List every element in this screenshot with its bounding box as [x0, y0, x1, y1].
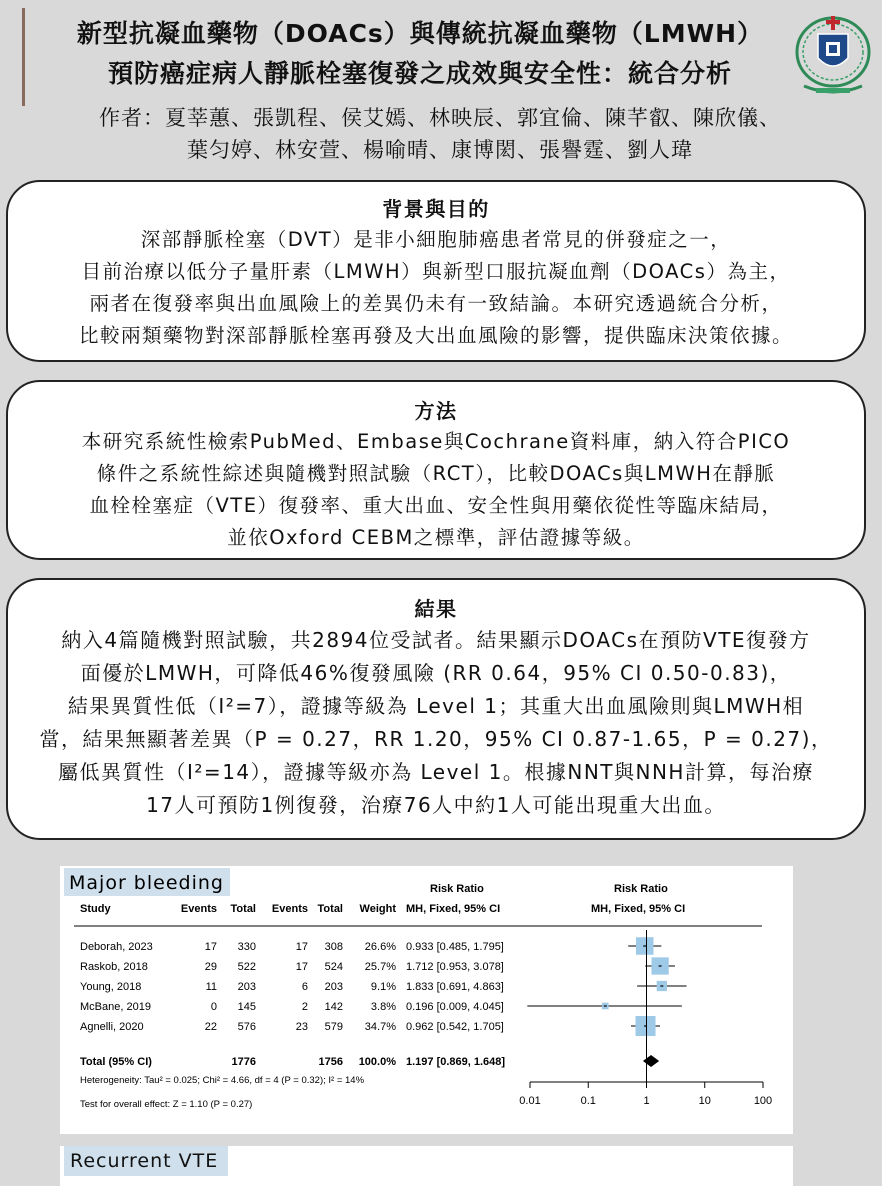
methods-line: 並依Oxford CEBM之標準，評估證據等級。 — [227, 526, 645, 549]
study-name: Young, 2018 — [80, 981, 142, 993]
study-total-2: 524 — [324, 961, 343, 973]
study-events-1: 11 — [205, 981, 217, 993]
total-label: Total (95% CI) — [80, 1056, 152, 1068]
study-name: McBane, 2019 — [80, 1001, 151, 1013]
study-row — [80, 1001, 504, 1013]
total-total-2: 1756 — [318, 1056, 343, 1068]
x-tick-label: 0.01 — [519, 1095, 541, 1107]
total-rr-ci: 1.197 [0.869, 1.648] — [406, 1056, 506, 1068]
study-weight: 26.6% — [364, 941, 396, 953]
study-events-2: 17 — [295, 941, 308, 953]
results-line: 結果異質性低（I²=7），證據等級為 Level 1；其重大出血風險則與LMWH相 — [67, 694, 805, 718]
study-total-1: 145 — [237, 1001, 256, 1013]
title-line-2: 預防癌症病人靜脈栓塞復發之成效與安全性：統合分析 — [107, 59, 732, 88]
forest-plot-major-bleeding — [60, 866, 793, 1134]
study-name: Deborah, 2023 — [80, 941, 153, 953]
heterogeneity-text: Heterogeneity: Tau² = 0.025; Chi² = 4.66, df = 4 (P = 0.32); I² = 14% — [80, 1075, 365, 1086]
figure-label: Major bleeding — [69, 872, 224, 894]
header-events-2: Events — [271, 903, 308, 915]
study-total-1: 330 — [237, 941, 256, 953]
background-line: 目前治療以低分子量肝素（LMWH）與新型口服抗凝血劑（DOACs）為主， — [81, 260, 791, 283]
background-line: 兩者在復發率與出血風險上的差異仍未有一致結論。本研究透過統合分析， — [89, 292, 783, 315]
title-accent-bar — [22, 8, 25, 106]
forest-plot-svg — [60, 866, 793, 1134]
study-rr-ci: 1.833 [0.691, 4.863] — [406, 981, 504, 993]
header-events-1: Events — [180, 903, 217, 915]
study-rr-ci: 0.196 [0.009, 4.045] — [406, 1001, 504, 1013]
study-total-2: 203 — [324, 981, 343, 993]
study-total-2: 308 — [324, 941, 343, 953]
study-row — [80, 1021, 504, 1033]
results-line: 納入4篇隨機對照試驗，共2894位受試者。結果顯示DOACs在預防VTE復發方 — [61, 628, 811, 652]
authors-line-1: 作者：夏莘蕙、張凱程、侯艾嫣、林映辰、郭宜倫、陳芊叡、陳欣儀、 — [99, 106, 781, 130]
total-row — [80, 1056, 505, 1068]
study-total-1: 203 — [237, 981, 256, 993]
results-line: 面優於LMWH，可降低46%復發風險 (RR 0.64，95% CI 0.50-0.83)， — [80, 661, 792, 685]
methods-heading: 方法 — [414, 399, 458, 423]
background-line: 深部靜脈栓塞（DVT）是非小細胞肺癌患者常見的併發症之一， — [140, 228, 732, 251]
study-weight: 34.7% — [364, 1021, 396, 1033]
study-events-2: 17 — [295, 961, 308, 973]
study-rr-ci: 0.962 [0.542, 1.705] — [406, 1021, 504, 1033]
study-events-1: 29 — [204, 961, 217, 973]
header-ci-left: MH, Fixed, 95% CI — [406, 903, 501, 915]
background-heading: 背景與目的 — [382, 197, 490, 221]
header-study: Study — [80, 903, 111, 915]
title-line-1: 新型抗凝血藥物（DOACs）與傳統抗凝血藥物（LMWH） — [76, 19, 764, 48]
study-weight: 3.8% — [370, 1001, 396, 1013]
header-weight: Weight — [359, 903, 396, 915]
study-rr-ci: 1.712 [0.953, 3.078] — [406, 961, 504, 973]
methods-line: 血栓栓塞症（VTE）復發率、重大出血、安全性與用藥依從性等臨床結局， — [89, 494, 783, 517]
study-row — [80, 941, 504, 953]
header-total-1: Total — [230, 903, 256, 915]
results-panel — [6, 578, 866, 840]
study-weight: 9.1% — [370, 981, 396, 993]
authors-line-2: 葉匀婷、林安萱、楊喻晴、康博閎、張譽霆、劉人瑋 — [187, 138, 693, 162]
study-events-1: 0 — [210, 1001, 217, 1013]
total-diamond — [643, 1055, 659, 1067]
study-total-1: 576 — [237, 1021, 256, 1033]
x-tick-label: 100 — [753, 1095, 773, 1107]
study-events-2: 6 — [301, 981, 308, 993]
header-ci-right: MH, Fixed, 95% CI — [591, 903, 686, 915]
university-seal-logo — [794, 12, 872, 98]
background-panel — [6, 180, 866, 362]
study-events-1: 17 — [204, 941, 217, 953]
study-weight: 25.7% — [364, 961, 396, 973]
header-total-2: Total — [317, 903, 343, 915]
study-row — [80, 981, 504, 993]
poster-title — [40, 14, 800, 94]
x-tick-label: 10 — [698, 1095, 711, 1107]
methods-line: 本研究系統性檢索PubMed、Embase與Cochrane資料庫，納入符合PICO — [81, 430, 791, 453]
background-line: 比較兩類藥物對深部靜脈栓塞再發及大出血風險的影響，提供臨床決策依據。 — [78, 324, 793, 347]
total-weight: 100.0% — [358, 1056, 396, 1068]
header-risk-ratio-left: Risk Ratio — [430, 883, 484, 895]
methods-line: 條件之系統性綜述與隨機對照試驗（RCT），比較DOACs與LMWH在靜脈 — [96, 462, 776, 485]
header-risk-ratio-right: Risk Ratio — [614, 883, 668, 895]
study-name: Raskob, 2018 — [80, 961, 148, 973]
study-rows — [80, 941, 505, 1068]
results-heading: 結果 — [414, 597, 458, 621]
results-line: 當，結果無顯著差異（P = 0.27，RR 1.20，95% CI 0.87-1.65，P = 0.27)， — [39, 727, 833, 751]
x-tick-label: 1 — [643, 1095, 650, 1107]
plot-area — [519, 930, 772, 1107]
total-total-1: 1776 — [231, 1056, 256, 1068]
study-total-2: 142 — [324, 1001, 343, 1013]
study-rr-ci: 0.933 [0.485, 1.795] — [406, 941, 504, 953]
study-events-1: 22 — [204, 1021, 217, 1033]
results-line: 17人可預防1例復發，治療76人中約1人可能出現重大出血。 — [146, 793, 726, 817]
study-total-2: 579 — [324, 1021, 343, 1033]
study-row — [80, 961, 504, 973]
study-name: Agnelli, 2020 — [80, 1021, 144, 1033]
x-tick-label: 0.1 — [580, 1095, 596, 1107]
study-events-2: 23 — [295, 1021, 308, 1033]
figure2-label: Recurrent VTE — [64, 1146, 228, 1176]
study-total-1: 522 — [237, 961, 256, 973]
authors — [30, 102, 850, 166]
overall-effect-text: Test for overall effect: Z = 1.10 (P = 0.27) — [80, 1099, 253, 1110]
results-line: 屬低異質性（I²=14），證據等級亦為 Level 1。根據NNT與NNH計算，每治療 — [58, 760, 814, 784]
study-events-2: 2 — [301, 1001, 308, 1013]
forest-plot-recurrent-vte — [60, 1146, 793, 1186]
methods-panel — [6, 380, 866, 560]
